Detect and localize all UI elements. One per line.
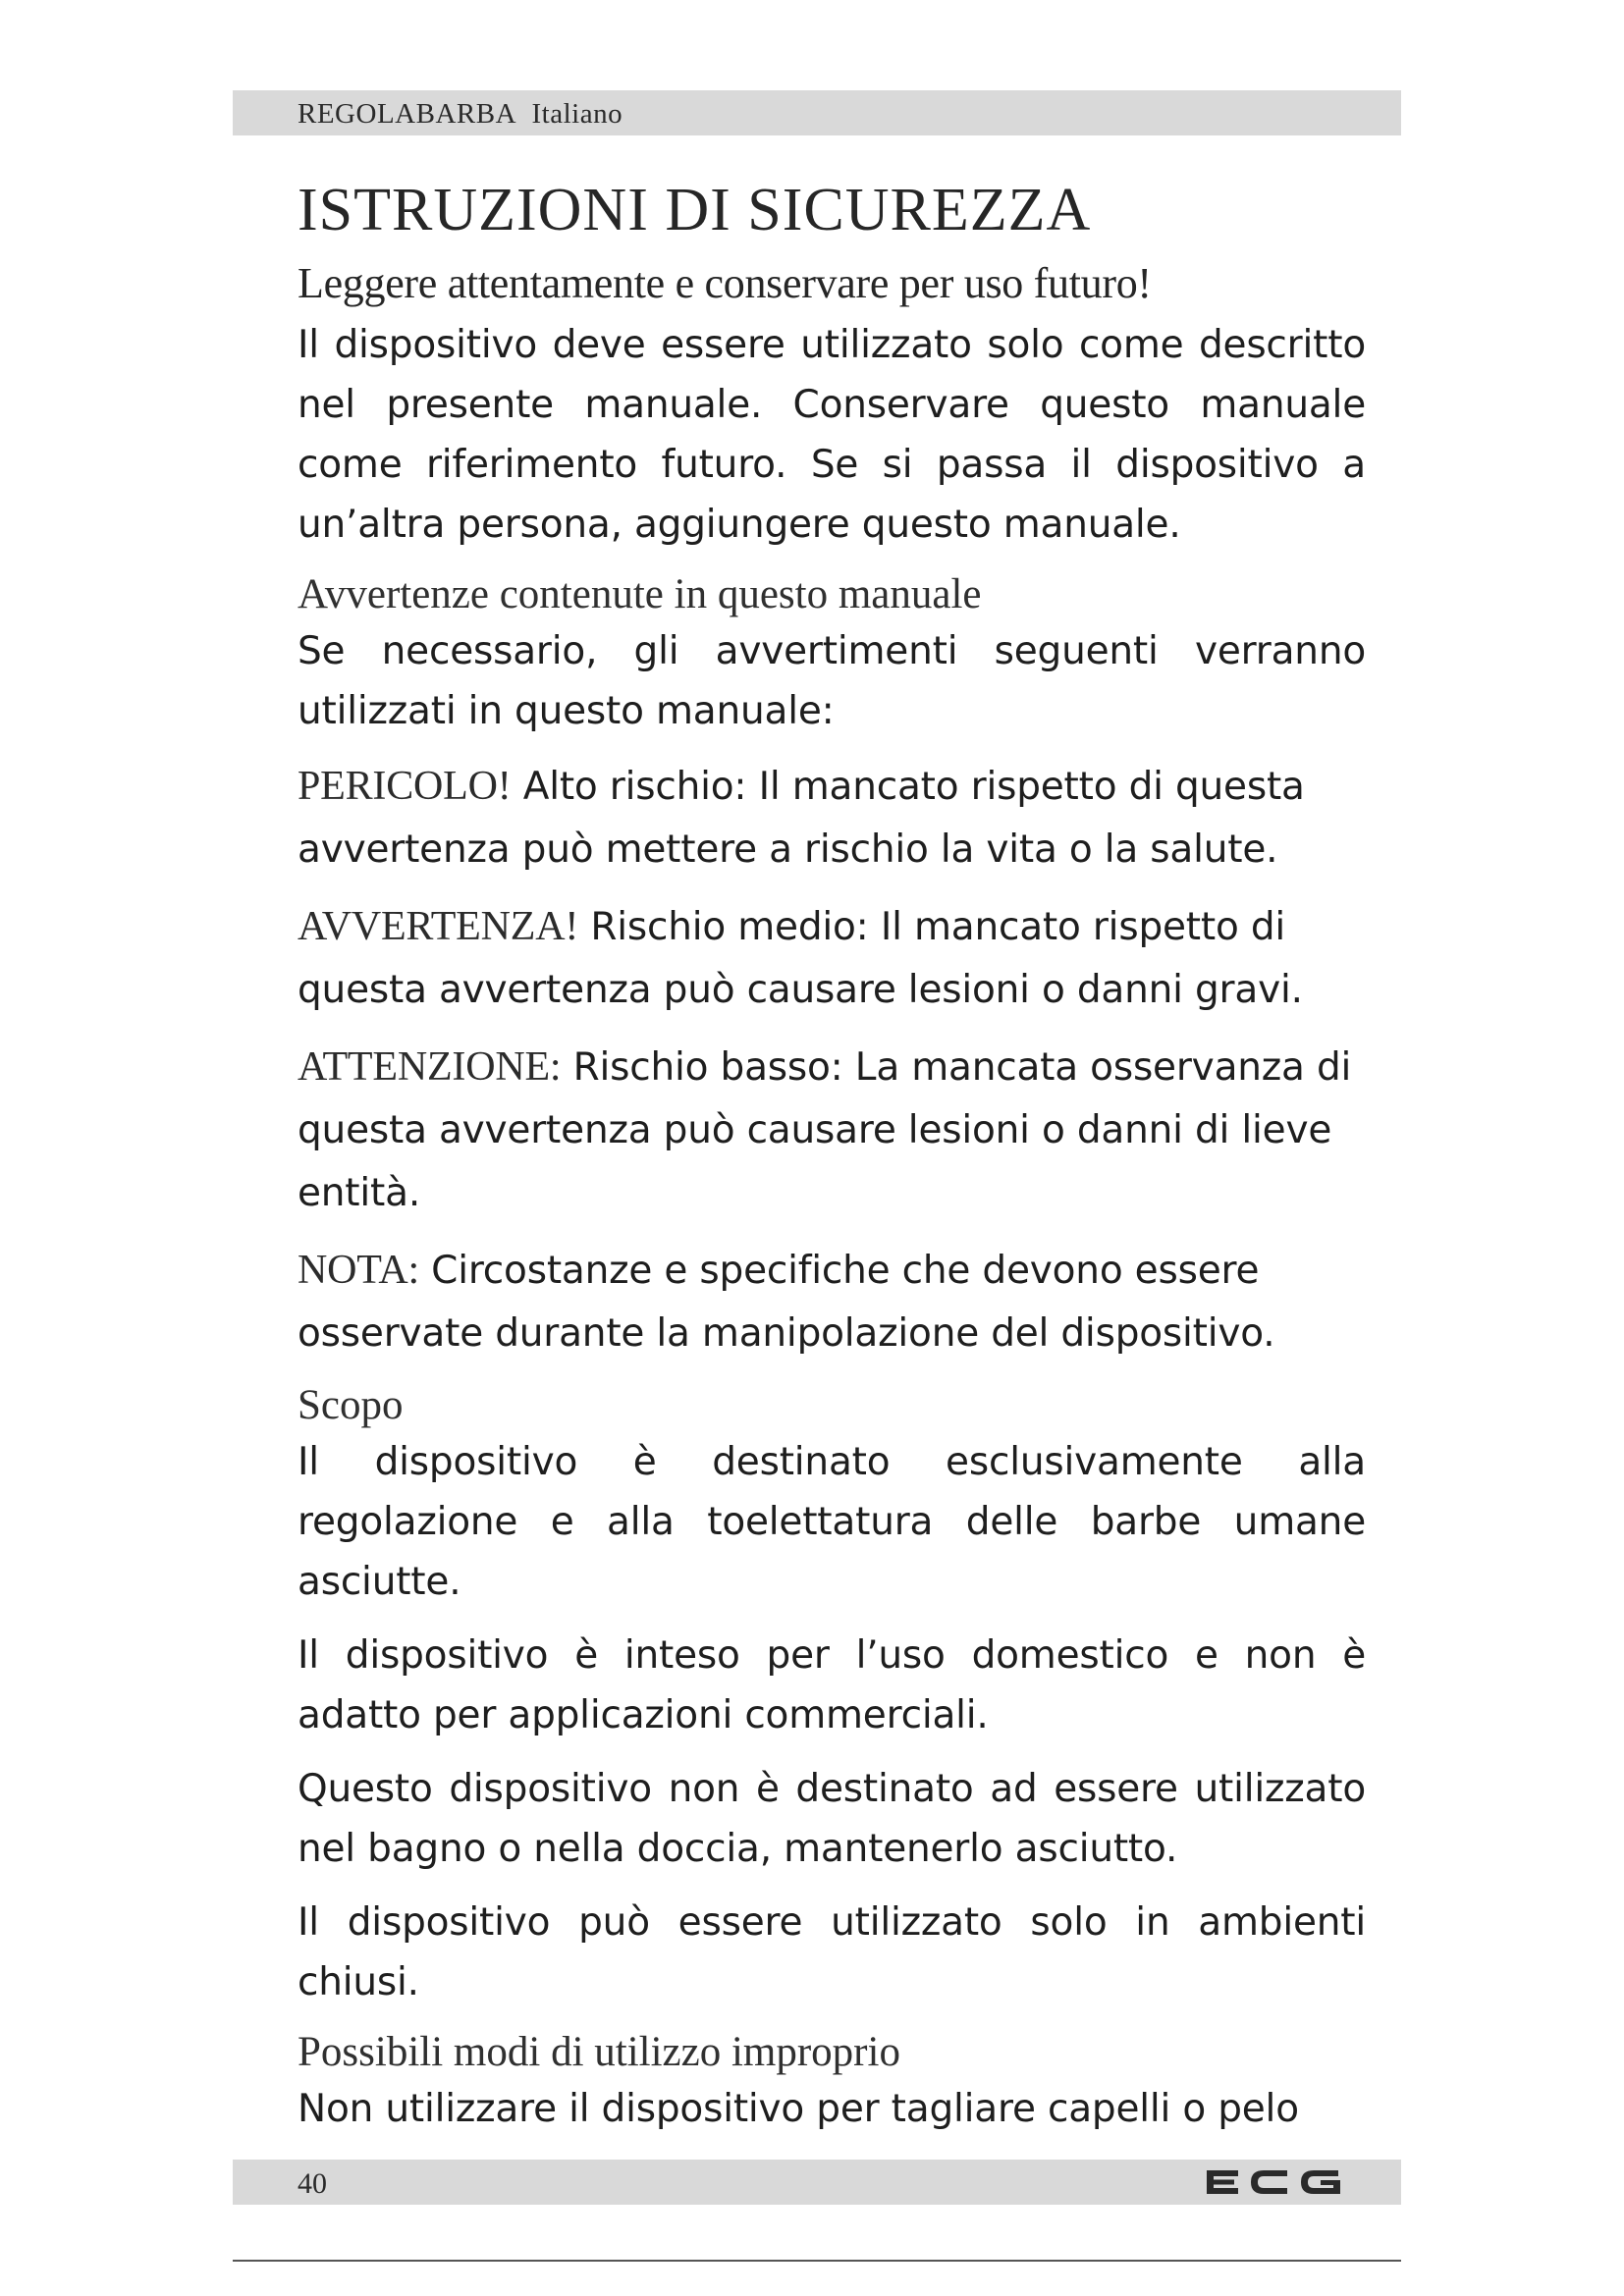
warning-warning [298,895,1366,1022]
header-language: Italiano [531,98,623,130]
warnings-intro: Se necessario, gli avvertimenti seguenti verranno utilizzati in questo manuale: [298,629,1366,733]
warning-text-note: Circostanze e specifiche che devono essere osservate durante la manipolazione del dispositivo. [298,1249,1275,1356]
purpose-paragraph: Il dispositivo è inteso per l’uso domestico e non è adatto per applicazioni commerciali. [298,1633,1366,1737]
page-number: 40 [298,2167,327,2200]
ecg-logo-icon [1205,2167,1342,2197]
purpose-paragraph: Il dispositivo può essere utilizzato solo in ambienti chiusi. [298,1900,1366,2004]
warning-keyword-note: NOTA: [298,1248,419,1293]
warning-note [298,1239,1366,1365]
page-subtitle: Leggere attentamente e conservare per uso futuro! [298,259,1152,307]
warning-caution [298,1036,1366,1225]
header-bar [233,90,1401,135]
warnings-heading: Avvertenze contenute in questo manuale [298,571,982,617]
warning-text-danger: Alto rischio: Il mancato rispetto di questa avvertenza può mettere a rischio la vita o la salute. [298,765,1305,872]
misuse-paragraph: Non utilizzare il dispositivo per tagliare capelli o pelo [298,2087,1299,2131]
warning-danger [298,755,1366,881]
warning-keyword-warning: AVVERTENZA! [298,904,579,949]
warning-text-warning: Rischio medio: Il mancato rispetto di questa avvertenza può causare lesioni o danni gravi. [298,905,1303,1012]
warning-text-caution: Rischio basso: La mancata osservanza di questa avvertenza può causare lesioni o danni di lieve entità. [298,1045,1352,1215]
warning-keyword-caution: ATTENZIONE: [298,1044,562,1090]
purpose-paragraph: Questo dispositivo non è destinato ad essere utilizzato nel bagno o nella doccia, mantenerlo asciutto. [298,1767,1366,1871]
bottom-divider [233,2260,1401,2262]
warning-keyword-danger: PERICOLO! [298,764,512,809]
page-content [298,165,1366,2153]
header-product: REGOLABARBA [298,98,517,130]
running-header [298,98,623,131]
intro-paragraph: Il dispositivo deve essere utilizzato solo come descritto nel presente manuale. Conservare questo manuale come riferimento futuro. Se si passa il dispositivo a un’altra persona, aggiungere questo manuale. [298,323,1366,547]
page-title: ISTRUZIONI DI SICUREZZA [298,177,1092,243]
purpose-heading: Scopo [298,1382,404,1428]
footer-bar [233,2160,1401,2205]
misuse-heading: Possibili modi di utilizzo improprio [298,2029,900,2075]
purpose-paragraph: Il dispositivo è destinato esclusivamente alla regolazione e alla toelettatura delle barbe umane asciutte. [298,1440,1366,1604]
